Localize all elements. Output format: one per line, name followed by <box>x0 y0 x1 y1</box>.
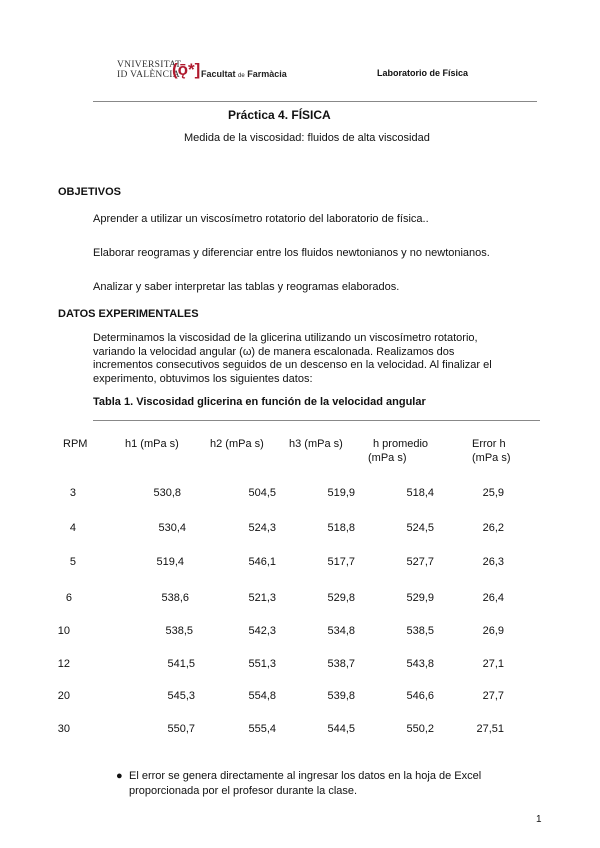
cell-h3: 534,8 <box>327 625 355 637</box>
paragraph-line: incrementos consecutivos seguidos de un descenso en la velocidad. Al finalizar el <box>93 359 492 371</box>
cell-error: 26,4 <box>482 592 504 604</box>
cell-promedio: 550,2 <box>406 723 434 735</box>
paragraph-line: experimento, obtuvimos los siguientes datos: <box>93 372 313 385</box>
table-header-rpm: RPM <box>63 438 88 450</box>
cell-h2: 504,5 <box>248 487 276 499</box>
header-error-line2: (mPa s) <box>472 452 511 464</box>
cell-h3: 517,7 <box>327 556 355 568</box>
cell-h1: 545,3 <box>167 690 195 702</box>
cell-error: 26,2 <box>482 522 504 534</box>
header-divider <box>93 101 537 102</box>
header-error-line1: Error h <box>472 438 506 450</box>
cell-rpm: 12 <box>57 658 70 670</box>
cell-h2: 554,8 <box>248 690 276 702</box>
cell-h2: 521,3 <box>248 592 276 604</box>
cell-h1: 519,4 <box>156 556 184 568</box>
table-divider <box>93 420 540 421</box>
cell-h2: 551,3 <box>248 658 276 670</box>
cell-error: 27,7 <box>482 690 504 702</box>
university-name-line2: ID VALÈNCIA <box>117 70 180 80</box>
cell-h3: 518,8 <box>327 522 355 534</box>
university-name-line1: VNIVERSITAT <box>117 60 182 70</box>
cell-h3: 519,9 <box>327 487 355 499</box>
cell-h3: 529,8 <box>327 592 355 604</box>
cell-rpm: 30 <box>57 723 70 735</box>
cell-error: 26,9 <box>482 625 504 637</box>
cell-error: 26,3 <box>482 556 504 568</box>
page-subtitle: Medida de la viscosidad: fluidos de alta viscosidad <box>184 132 430 144</box>
cell-h1: 550,7 <box>167 723 195 735</box>
cell-rpm: 5 <box>69 556 76 568</box>
cell-h1: 541,5 <box>167 658 195 670</box>
faculty-prefix: Facultat <box>201 69 236 79</box>
cell-h1: 530,8 <box>153 487 181 499</box>
faculty-de: de <box>238 73 245 79</box>
faculty-name <box>201 69 287 79</box>
cell-h3: 544,5 <box>327 723 355 735</box>
cell-h3: 539,8 <box>327 690 355 702</box>
cell-rpm: 10 <box>57 625 70 637</box>
cell-h1: 538,5 <box>165 625 193 637</box>
datos-heading: DATOS EXPERIMENTALES <box>58 308 199 320</box>
cell-h2: 546,1 <box>248 556 276 568</box>
header-promedio-line1: h promedio <box>373 438 429 450</box>
cell-h1: 530,4 <box>158 522 186 534</box>
cell-h2: 542,3 <box>248 625 276 637</box>
cell-promedio: 543,8 <box>406 658 434 670</box>
objetivos-heading: OBJETIVOS <box>58 186 121 198</box>
cell-error: 27,1 <box>482 658 504 670</box>
note-text <box>129 769 539 799</box>
cell-error: 25,9 <box>482 487 504 499</box>
faculty-logo-icon: (ǭ*] <box>172 60 201 79</box>
cell-h2: 524,3 <box>248 522 276 534</box>
cell-rpm: 6 <box>65 592 72 604</box>
lab-title: Laboratorio de Física <box>377 68 469 78</box>
bullet-icon: ● <box>116 770 123 782</box>
table-header-error <box>472 437 511 465</box>
cell-promedio: 529,9 <box>406 592 434 604</box>
page-number: 1 <box>536 814 542 825</box>
table-header-h1: h1 (mPa s) <box>125 438 179 450</box>
paragraph-line: variando la velocidad angular (ω) de manera escalonada. Realizamos dos <box>93 345 455 358</box>
cell-h2: 555,4 <box>248 723 276 735</box>
cell-promedio: 538,5 <box>406 625 434 637</box>
cell-rpm: 4 <box>69 522 76 534</box>
table-header-promedio <box>368 437 429 465</box>
cell-rpm: 20 <box>57 690 70 702</box>
faculty-label: Farmàcia <box>247 69 287 79</box>
cell-promedio: 518,4 <box>406 487 434 499</box>
cell-h1: 538,6 <box>161 592 189 604</box>
note-line: proporcionada por el profesor durante la clase. <box>129 785 358 797</box>
header-promedio-line2: (mPa s) <box>368 452 407 464</box>
page-title: Práctica 4. FÍSICA <box>228 108 331 122</box>
cell-promedio: 546,6 <box>406 690 434 702</box>
paragraph-line: Determinamos la viscosidad de la glicerina utilizando un viscosímetro rotatorio, <box>93 332 478 344</box>
table-title: Tabla 1. Viscosidad glicerina en función de la velocidad angular <box>93 396 426 408</box>
objetivo-item: Elaborar reogramas y diferenciar entre los fluidos newtonianos y no newtonianos. <box>93 247 490 259</box>
objetivo-item: Analizar y saber interpretar las tablas y reogramas elaborados. <box>93 281 400 293</box>
note-line: El error se genera directamente al ingresar los datos en la hoja de Excel <box>129 770 482 782</box>
objetivo-item: Aprender a utilizar un viscosímetro rotatorio del laboratorio de física.. <box>93 213 429 225</box>
datos-paragraph <box>93 332 543 386</box>
cell-promedio: 524,5 <box>406 522 434 534</box>
cell-rpm: 3 <box>69 487 76 499</box>
cell-h3: 538,7 <box>327 658 355 670</box>
cell-error: 27,51 <box>476 723 504 735</box>
cell-promedio: 527,7 <box>406 556 434 568</box>
table-header-h3: h3 (mPa s) <box>289 438 343 450</box>
table-header-h2: h2 (mPa s) <box>210 438 264 450</box>
